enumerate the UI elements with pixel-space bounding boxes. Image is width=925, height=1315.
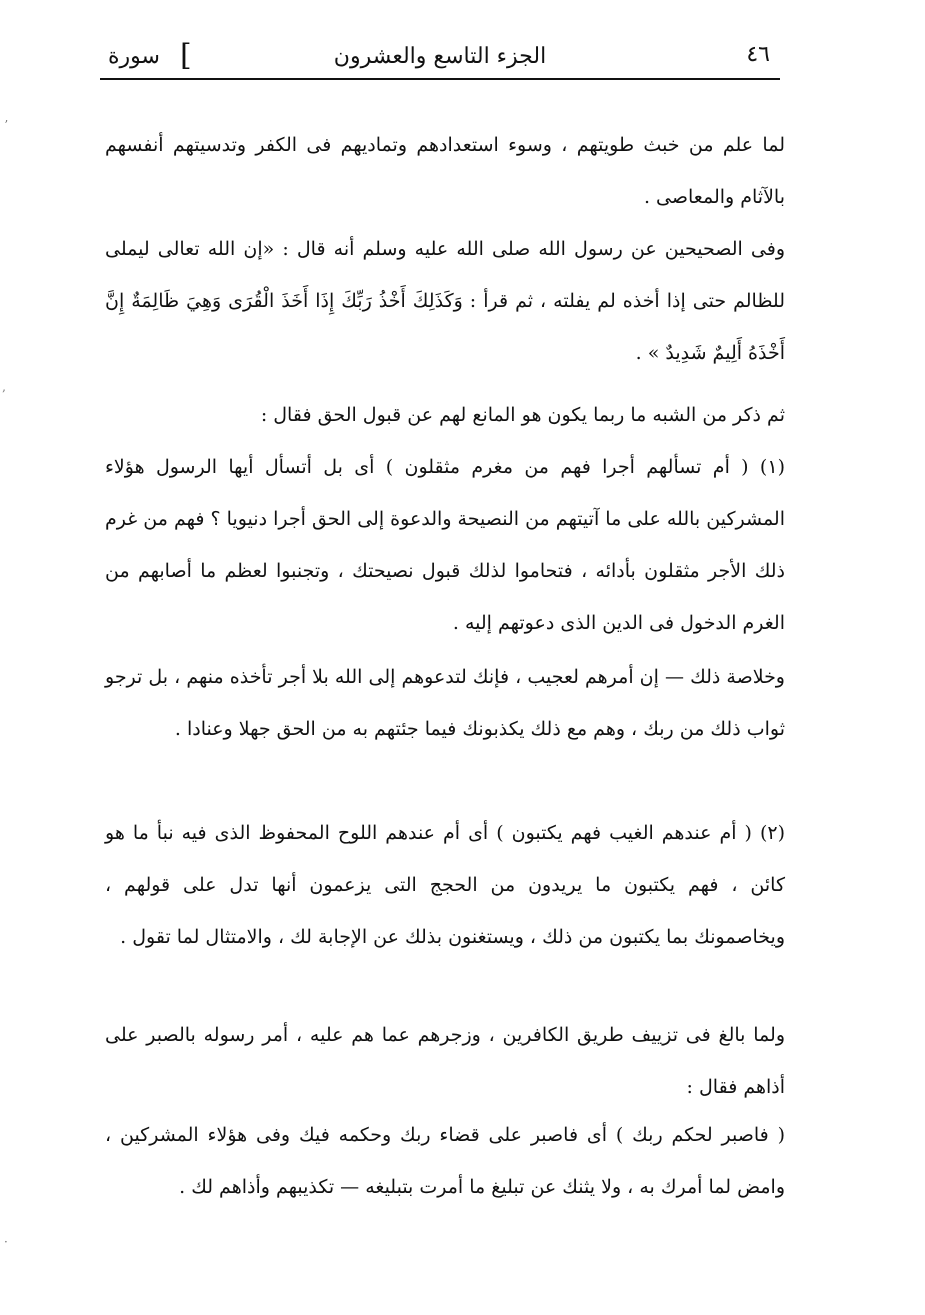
page-header bbox=[100, 40, 780, 80]
paragraph-1: لما علم من خبث طويتهم ، وسوء استعدادهم وتماديهم فى الكفر وتدسيتهم أنفسهم بالآثام والمعاصى . bbox=[105, 134, 785, 208]
running-title: الجزء التاسع والعشرون bbox=[333, 44, 547, 69]
page-number: ٤٦ bbox=[746, 42, 770, 67]
paragraph-8: ( فاصبر لحكم ربك ) أى فاصبر على قضاء ربك وحكمه فيك وفى هؤلاء المشركين ، وامض لما أمرك به ، ولا يثنك عن تبليغ ما أمرت بتبليغه — تكذيبهم وأذاهم لك . bbox=[105, 1124, 785, 1198]
paragraph-5: وخلاصة ذلك — إن أمرهم لعجيب ، فإنك لتدعوهم إلى الله بلا أجر تأخذه منهم ، بل ترجو ثواب ذلك من ربك ، وهم مع ذلك يكذبونك فيما جئتهم به من الحق جهلا وعنادا . bbox=[105, 666, 785, 740]
scan-mark: · bbox=[4, 1235, 8, 1249]
bracket-glyph: [ bbox=[180, 38, 192, 73]
scan-mark: ‚ bbox=[2, 380, 6, 394]
header-rule bbox=[100, 78, 780, 80]
surah-label: سورة bbox=[108, 44, 160, 69]
paragraph-3: ثم ذكر من الشبه ما ربما يكون هو المانع لهم عن قبول الحق فقال : bbox=[260, 404, 785, 426]
scan-mark: ʼ bbox=[4, 118, 8, 132]
paragraph-6: (٢) ( أم عندهم الغيب فهم يكتبون ) أى أم عندهم اللوح المحفوظ الذى فيه نبأ ما هو كائن ، فهم يكتبون ما يريدون من الحجج التى يزعمون أنها تدل على قولهم ، ويخاصمونك بما يكتبون من ذلك ، ويستغنون بذلك عن الإجابة لك ، والامتثال لما تقول . bbox=[105, 822, 785, 948]
paragraph-7: ولما بالغ فى تزييف طريق الكافرين ، وزجرهم عما هم عليه ، أمر رسوله بالصبر على أذاهم فقال : bbox=[105, 1024, 785, 1098]
paragraph-4: (١) ( أم تسألهم أجرا فهم من مغرم مثقلون ) أى بل أتسأل أيها الرسول هؤلاء المشركين بالله على ما آتيتهم من النصيحة والدعوة إلى الحق أجرا دنيويا ؟ فهم من غرم ذلك الأجر مثقلون بأدائه ، فتحاموا لذلك قبول نصيحتك ، وتجنبوا لعظم ما أصابهم من الغرم الدخول فى الدين الذى دعوتهم إليه . bbox=[105, 456, 785, 634]
paragraph-2: وفى الصحيحين عن رسول الله صلى الله عليه وسلم أنه قال : «إن الله تعالى ليملى للظالم حتى إذا أخذه لم يفلته ، ثم قرأ : وَكَذَلِكَ أَخْذُ رَبِّكَ إِذَا أَخَذَ الْقُرَى وَهِيَ ظَالِمَةٌ إِنَّ أَخْذَهُ أَلِيمٌ شَدِيدٌ » . bbox=[105, 238, 785, 364]
